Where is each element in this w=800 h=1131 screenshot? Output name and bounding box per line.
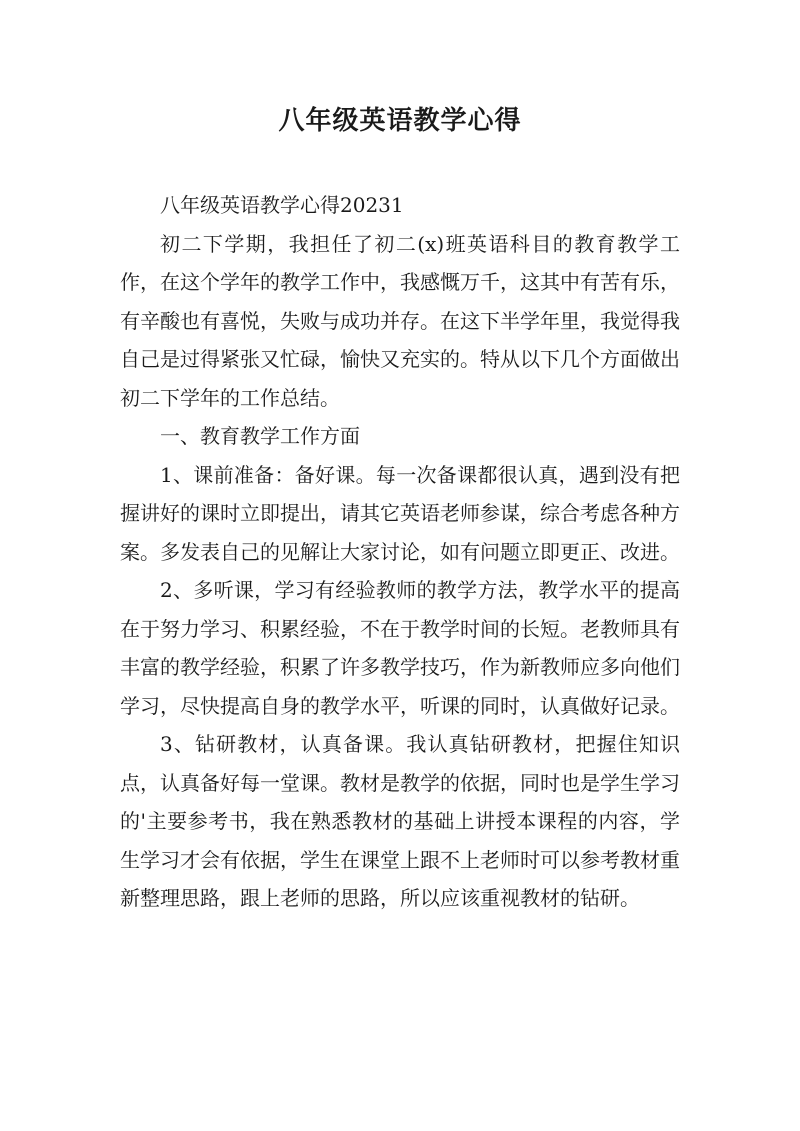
document-body — [120, 186, 680, 918]
paragraph-item-3: 3、钻研教材，认真备课。我认真钻研教材，把握住知识点，认真备好每一堂课。教材是教学的依据，同时也是学生学习的'主要参考书，我在熟悉教材的基础上讲授本课程的内容，学生学习才会有依据，学生在课堂上跟不上老师时可以参考教材重新整理思路，跟上老师的思路，所以应该重视教材的钻研。 — [120, 732, 680, 910]
paragraph-item-2: 2、多听课，学习有经验教师的教学方法，教学水平的提高在于努力学习、积累经验，不在于教学时间的长短。老教师具有丰富的教学经验，积累了许多教学技巧，作为新教师应多向他们学习，尽快提高自身的教学水平，听课的同时，认真做好记录。 — [120, 578, 680, 718]
document-title: 八年级英语教学心得 — [278, 106, 522, 136]
paragraph-intro: 初二下学期，我担任了初二(x)班英语科目的教育教学工作，在这个学年的教学工作中，我感慨万千，这其中有苦有乐，有辛酸也有喜悦，失败与成功并存。在这下半学年里，我觉得我自己是过得紧张又忙碌，愉快又充实的。特从以下几个方面做出初二下学年的工作总结。 — [120, 231, 680, 410]
paragraph-subtitle: 八年级英语教学心得20231 — [160, 193, 404, 217]
paragraph-item-1: 1、课前准备：备好课。每一次备课都很认真，遇到没有把握讲好的课时立即提出，请其它英语老师参谋，综合考虑各种方案。多发表自己的见解让大家讨论，如有问题立即更正、改进。 — [120, 462, 680, 564]
section-heading: 一、教育教学工作方面 — [160, 424, 360, 448]
